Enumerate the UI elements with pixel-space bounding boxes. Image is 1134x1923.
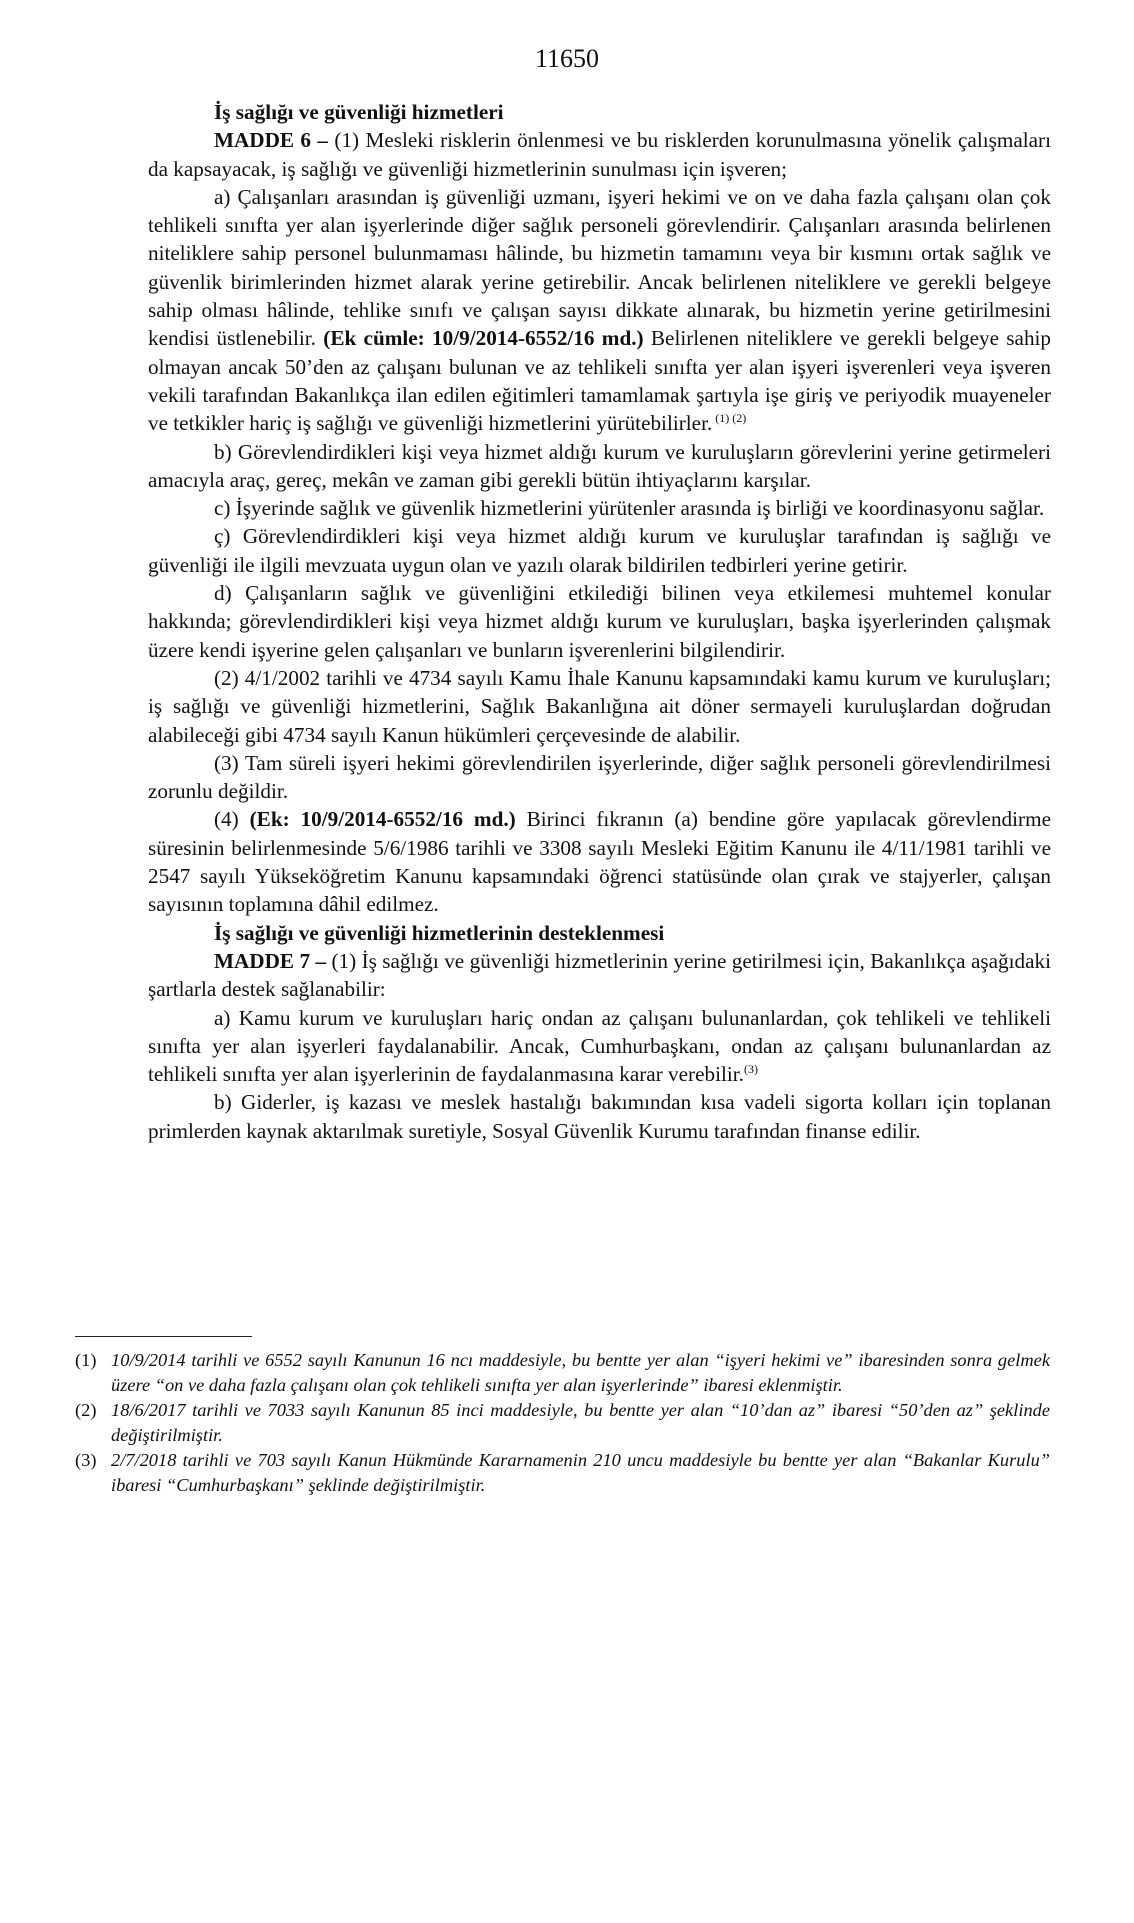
footnote-text: 10/9/2014 tarihli ve 6552 sayılı Kanunun 16 ncı maddesiyle, bu bentte yer alan “işyeri hekimi ve” ibaresinden sonra gelmek üzere “on ve daha fazla çalışanı olan çok tehlikeli sınıfta yer alan işyerlerinde” ibaresi eklenmiştir. bbox=[111, 1350, 1050, 1395]
footnote-reference: (3) bbox=[743, 1062, 758, 1077]
paragraph-c: c) İşyerinde sağlık ve güvenlik hizmetlerini yürütenler arasında iş birliği ve koordinasyonu sağlar. bbox=[214, 496, 1045, 521]
paragraph-a-text-2: Belirlenen niteliklere ve gerekli belgeye sahip olmayan ancak 50’den az çalışanı bulunan ve az tehlikeli sınıfta yer alan işyeri işverenleri veya işveren vekili tarafından Bakanlıkça ilan edilen eğitimleri tamamlamak şartıyla işe giriş ve periyodik muayeneler ve tetkikler hariç iş sağlığı ve güvenliği hizmetlerini yürütebilirler. bbox=[148, 326, 1052, 436]
amendment-note: (Ek: 10/9/2014-6552/16 md.) bbox=[249, 807, 516, 832]
paragraph-a bbox=[148, 183, 1051, 438]
paragraph-a-text: a) Kamu kurum ve kuruluşları hariç ondan az çalışanı bulunanlardan, çok tehlikeli ve tehlikeli sınıfta yer alan işyerleri faydalanabilir. Ancak, Cumhurbaşkanı, ondan az çalışanı bulunanlardan az tehlikeli sınıfta yer alan işyerlerinin de faydalanmasına karar verebilir. bbox=[148, 1005, 1051, 1087]
footnote-text: 2/7/2018 tarihli ve 703 sayılı Kanun Hükmünde Kararnamenin 210 uncu maddesiyle bu bentte yer alan “Bakanlar Kurulu” ibaresi “Cumhurbaşkanı” şeklinde değiştirilmiştir. bbox=[111, 1450, 1050, 1495]
footnote-1 bbox=[75, 1348, 1050, 1397]
paragraph-b: b) Görevlendirdikleri kişi veya hizmet aldığı kurum ve kuruluşların görevlerini yerine getirmeleri amacıyla araç, gereç, mekân ve zaman gibi gerekli bütün ihtiyaçlarını karşılar. bbox=[148, 439, 1051, 492]
footnote-text: 18/6/2017 tarihli ve 7033 sayılı Kanunun 85 inci maddesiyle, bu bentte yer alan “10’dan az” ibaresi “50’den az” şeklinde değiştirilmiştir. bbox=[111, 1400, 1050, 1445]
page-number: 11650 bbox=[534, 44, 600, 73]
paragraph-a bbox=[148, 1004, 1051, 1089]
footnote-mark: (2) bbox=[75, 1400, 97, 1420]
footnotes bbox=[75, 1348, 1050, 1498]
amendment-note: (Ek cümle: 10/9/2014-6552/16 md.) bbox=[315, 326, 644, 351]
clause-2: (2) 4/1/2002 tarihli ve 4734 sayılı Kamu İhale Kanunu kapsamındaki kamu kurum ve kuruluşları; iş sağlığı ve güvenliği hizmetlerini, Sağlık Bakanlığına ait döner sermayeli kuruluşlardan doğrudan alabileceği gibi 4734 sayılı Kanun hükümleri çerçevesinde de alabilir. bbox=[148, 665, 1051, 747]
document-body bbox=[148, 98, 1051, 1145]
section-heading: İş sağlığı ve güvenliği hizmetlerinin desteklenmesi bbox=[214, 920, 665, 945]
paragraph-a-text-1: a) Çalışanları arasından iş güvenliği uzmanı, işyeri hekimi ve on ve daha fazla çalışanı olan çok tehlikeli sınıfta yer alan işyerlerinde diğer sağlık personeli görevlendirir. Çalışanları arasında belirlenen niteliklere sahip personel bulunmaması hâlinde, bu hizmetin tamamını veya bir kısmını ortak sağlık ve güvenlik birimlerinden hizmet alarak yerine getirebilir. Ancak belirlenen niteliklere ve gerekli belgeye sahip olması hâlinde, tehlike sınıfı ve çalışan sayısı dikkate alınarak, bu hizmetin yerine getirilmesini kendisi üstlenebilir. bbox=[148, 184, 1051, 351]
footnote-reference: (1) (2) bbox=[712, 411, 747, 426]
article-6-intro bbox=[148, 126, 1051, 183]
footnote-separator bbox=[75, 1336, 252, 1337]
article-7-intro bbox=[148, 947, 1051, 1004]
paragraph-cc: ç) Görevlendirdikleri kişi veya hizmet aldığı kurum ve kuruluşlar tarafından iş sağlığı ve güvenliği ile ilgili mevzuata uygun olan ve yazılı olarak bildirilen tedbirleri yerine getirir. bbox=[148, 524, 1051, 577]
clause-3: (3) Tam süreli işyeri hekimi görevlendirilen işyerlerinde, diğer sağlık personeli görevlendirilmesi zorunlu değildir. bbox=[148, 750, 1051, 804]
footnote-mark: (1) bbox=[75, 1350, 97, 1370]
article-label: MADDE 6 – bbox=[214, 128, 329, 153]
clause-4-number: (4) bbox=[214, 807, 250, 832]
footnote-2 bbox=[75, 1398, 1050, 1447]
paragraph-b: b) Giderler, iş kazası ve meslek hastalığı bakımından kısa vadeli sigorta kolları için toplanan primlerden kaynak aktarılmak suretiyle, Sosyal Güvenlik Kurumu tarafından finanse edilir. bbox=[148, 1090, 1051, 1143]
paragraph-d: d) Çalışanların sağlık ve güvenliğini etkilediği bilinen veya etkilemesi muhtemel konular hakkında; görevlendirdikleri kişi veya hizmet aldığı kurum ve kuruluşları, başka işyerlerinden çalışmak üzere kendi işyerine gelen çalışanları ve bunların işverenlerini bilgilendirir. bbox=[148, 581, 1051, 662]
section-heading: İş sağlığı ve güvenliği hizmetleri bbox=[214, 100, 504, 124]
footnote-mark: (3) bbox=[75, 1450, 97, 1470]
article-intro-text: (1) İş sağlığı ve güvenliği hizmetlerinin yerine getirilmesi için, Bakanlıkça aşağıdaki şartlarla destek sağlanabilir: bbox=[148, 948, 1051, 1002]
clause-4-text: Birinci fıkranın (a) bendine göre yapılacak görevlendirme süresinin belirlenmesinde 5/6/1986 tarihli ve 3308 sayılı Mesleki Eğitim Kanunu ile 4/11/1981 tarihli ve 2547 sayılı Yükseköğretim Kanunu kapsamındaki öğrenci statüsünde olan çırak ve stajyerler, çalışan sayısının toplamına dâhil edilmez. bbox=[148, 807, 1051, 917]
article-label: MADDE 7 – bbox=[214, 948, 327, 973]
footnote-3 bbox=[75, 1448, 1050, 1497]
clause-4 bbox=[148, 805, 1051, 918]
article-intro-text: (1) Mesleki risklerin önlenmesi ve bu risklerden korunulmasına yönelik çalışmaları da kapsayacak, iş sağlığı ve güvenliği hizmetlerinin sunulması için işveren; bbox=[148, 128, 1051, 181]
